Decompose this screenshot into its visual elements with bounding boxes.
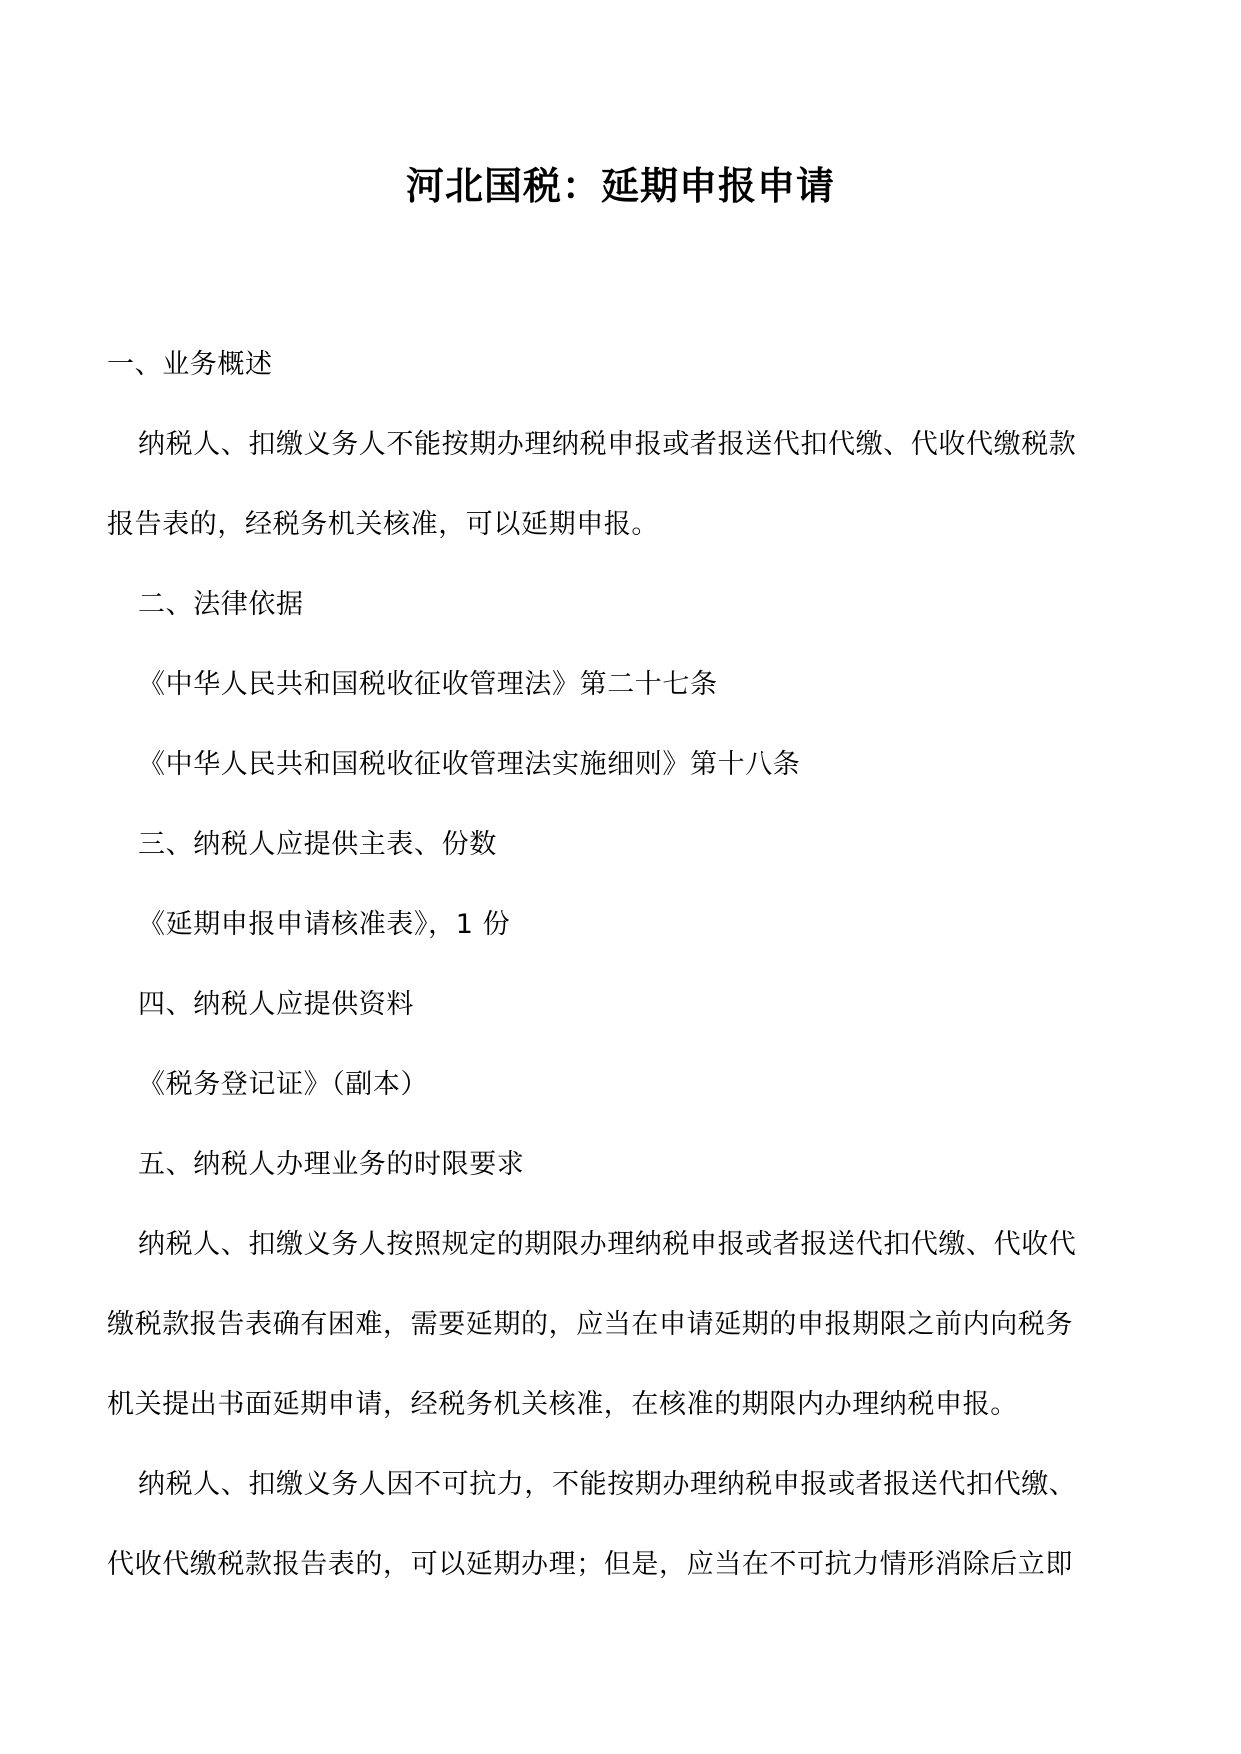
- paragraph-line: 《中华人民共和国税收征收管理法实施细则》第十八条: [138, 749, 801, 780]
- section-heading-legal-basis: 二、法律依据: [138, 589, 304, 620]
- paragraph-line: 代收代缴税款报告表的，可以延期办理；但是，应当在不可抗力情形消除后立即: [107, 1549, 1073, 1580]
- paragraph-line: 纳税人、扣缴义务人按照规定的期限办理纳税申报或者报送代扣代缴、代收代: [138, 1229, 1077, 1260]
- paragraph-line: 报告表的，经税务机关核准，可以延期申报。: [107, 509, 659, 540]
- paragraph-line: 缴税款报告表确有困难，需要延期的，应当在申请延期的申报期限之前内向税务: [107, 1309, 1073, 1340]
- section-heading-materials: 四、纳税人应提供资料: [138, 989, 414, 1020]
- paragraph-line: 《延期申报申请核准表》，1 份: [138, 909, 511, 940]
- page-title: 河北国税：延期申报申请: [405, 164, 835, 208]
- paragraph-line: 纳税人、扣缴义务人因不可抗力，不能按期办理纳税申报或者报送代扣代缴、: [138, 1469, 1077, 1500]
- paragraph-line: 纳税人、扣缴义务人不能按期办理纳税申报或者报送代扣代缴、代收代缴税款: [138, 429, 1077, 460]
- section-heading-time-limit: 五、纳税人办理业务的时限要求: [138, 1149, 525, 1180]
- paragraph-line: 《税务登记证》（副本）: [138, 1069, 429, 1100]
- section-heading-overview: 一、业务概述: [107, 349, 273, 380]
- section-heading-main-forms: 三、纳税人应提供主表、份数: [138, 829, 497, 860]
- paragraph-line: 机关提出书面延期申请，经税务机关核准，在核准的期限内办理纳税申报。: [107, 1389, 1018, 1420]
- paragraph-line: 《中华人民共和国税收征收管理法》第二十七条: [138, 669, 718, 700]
